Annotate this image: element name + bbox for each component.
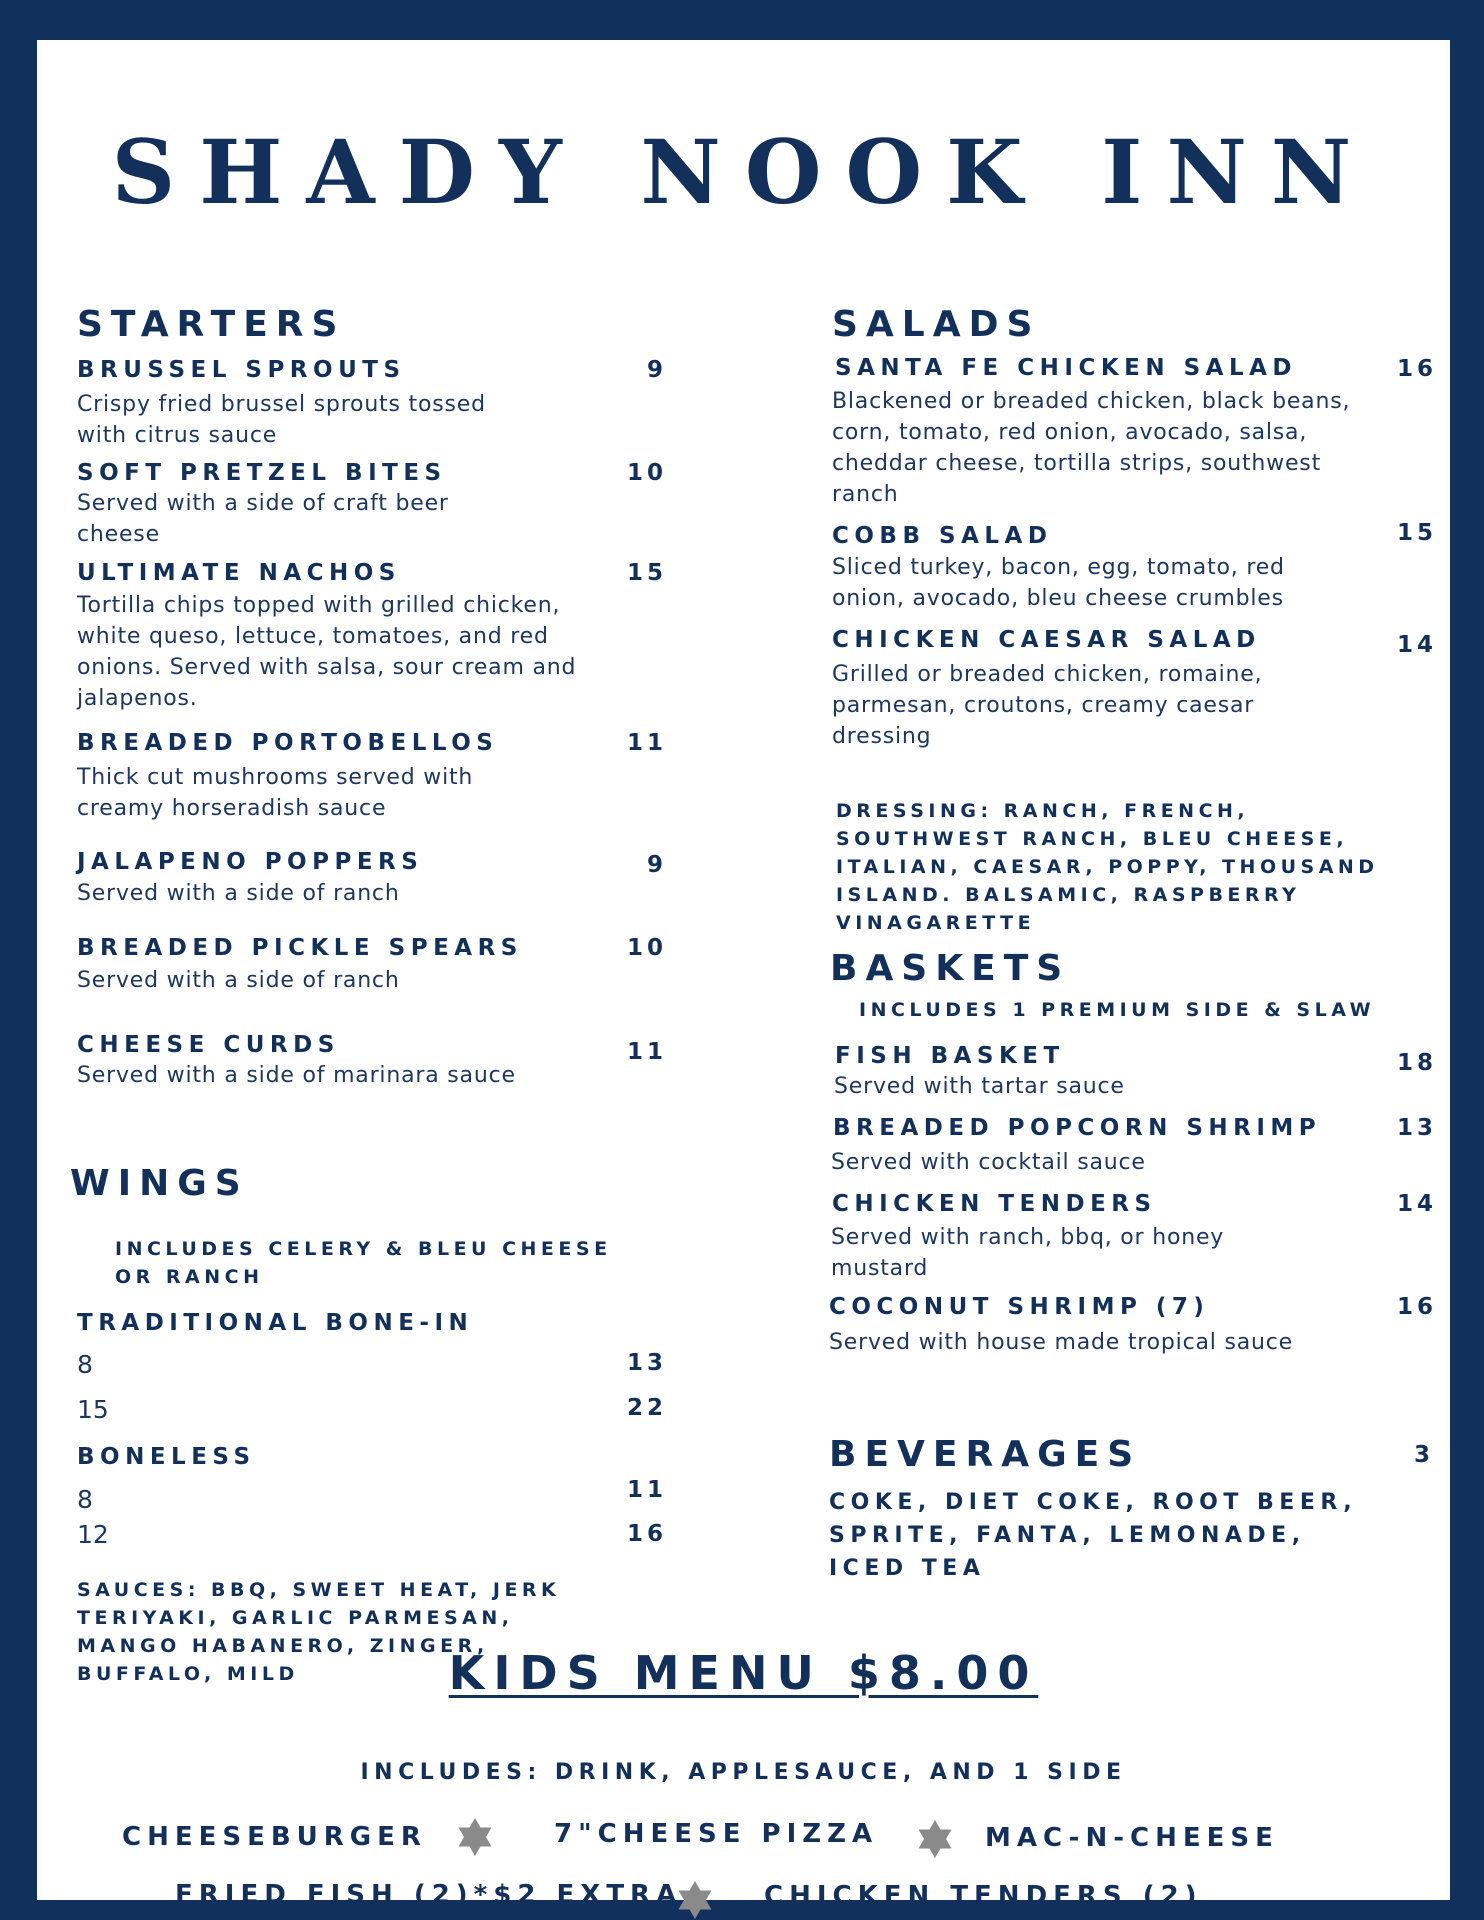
star-icon bbox=[675, 1880, 715, 1920]
starter-name: BRUSSEL SPROUTS bbox=[77, 357, 406, 383]
basket-price: 14 bbox=[1396, 1191, 1437, 1217]
starter-price: 11 bbox=[626, 730, 667, 756]
salad-name: COBB SALAD bbox=[832, 523, 1053, 549]
starter-price: 15 bbox=[626, 560, 667, 586]
starters-heading: STARTERS bbox=[77, 304, 346, 345]
starter-desc: Served with a side of ranch bbox=[77, 968, 400, 993]
basket-price: 18 bbox=[1396, 1050, 1437, 1076]
starter-desc: Served with a side of marinara sauce bbox=[77, 1063, 516, 1088]
salad-dressings: DRESSING: RANCH, FRENCH, SOUTHWEST RANCH, BLEU CHEESE, ITALIAN, CAESAR, POPPY, THOUSAND ISLAND. BALSAMIC, RASPBERRY VINAGARETTE bbox=[836, 800, 1379, 934]
salad-name: SANTA FE CHICKEN SALAD bbox=[835, 355, 1298, 381]
kids-item: CHICKEN TENDERS (2) bbox=[764, 1881, 1203, 1911]
kids-item: 7"CHEESE PIZZA bbox=[554, 1819, 879, 1849]
basket-desc: Served with tartar sauce bbox=[834, 1074, 1125, 1099]
starter-desc: Served with a side of craft beer cheese bbox=[77, 491, 449, 547]
starter-desc: Crispy fried brussel sprouts tossed with citrus sauce bbox=[77, 392, 486, 448]
starter-name: BREADED PICKLE SPEARS bbox=[77, 935, 523, 961]
traditional-label: TRADITIONAL BONE-IN bbox=[77, 1310, 474, 1336]
wings-heading: WINGS bbox=[70, 1163, 249, 1204]
beverages-price: 3 bbox=[1413, 1442, 1434, 1468]
wing-price: 13 bbox=[626, 1350, 667, 1376]
basket-desc: Served with cocktail sauce bbox=[831, 1150, 1146, 1175]
starter-price: 9 bbox=[646, 357, 667, 383]
starter-name: ULTIMATE NACHOS bbox=[77, 560, 401, 586]
salad-desc: Sliced turkey, bacon, egg, tomato, red onion, avocado, bleu cheese crumbles bbox=[832, 555, 1285, 611]
basket-desc: Served with ranch, bbq, or honey mustard bbox=[831, 1225, 1225, 1281]
menu-page bbox=[37, 40, 1450, 1911]
baskets-heading: BASKETS bbox=[830, 948, 1071, 989]
salad-name: CHICKEN CAESAR SALAD bbox=[832, 627, 1261, 653]
starter-desc: Thick cut mushrooms served with creamy horseradish sauce bbox=[77, 765, 474, 821]
kids-item: FRIED FISH (2)*$2 EXTRA bbox=[175, 1880, 683, 1910]
basket-name: FISH BASKET bbox=[835, 1043, 1065, 1069]
starter-price: 10 bbox=[626, 935, 667, 961]
starter-desc: Served with a side of ranch bbox=[77, 881, 400, 906]
kids-menu-title bbox=[37, 1645, 1450, 1701]
wing-price: 16 bbox=[626, 1521, 667, 1547]
wings-note: INCLUDES CELERY & BLEU CHEESE OR RANCH bbox=[115, 1238, 612, 1288]
wing-qty: 8 bbox=[77, 1485, 93, 1514]
beverages-heading: BEVERAGES bbox=[829, 1434, 1142, 1475]
wing-qty: 15 bbox=[77, 1395, 109, 1424]
starter-price: 10 bbox=[626, 460, 667, 486]
kids-item: MAC-N-CHEESE bbox=[985, 1823, 1279, 1853]
kids-menu-title-text: KIDS MENU $8.00 bbox=[448, 1646, 1039, 1700]
basket-name: COCONUT SHRIMP (7) bbox=[829, 1294, 1210, 1320]
basket-name: BREADED POPCORN SHRIMP bbox=[833, 1115, 1322, 1141]
basket-name: CHICKEN TENDERS bbox=[832, 1191, 1157, 1217]
beverages-list: COKE, DIET COKE, ROOT BEER, SPRITE, FANTA, LEMONADE, ICED TEA bbox=[829, 1490, 1358, 1581]
salad-desc: Blackened or breaded chicken, black beans, corn, tomato, red onion, avocado, salsa, cheddar cheese, tortilla strips, southwest ranch bbox=[832, 389, 1351, 507]
wing-qty: 12 bbox=[77, 1520, 109, 1549]
wing-price: 22 bbox=[626, 1395, 667, 1421]
star-icon bbox=[455, 1817, 495, 1857]
salad-desc: Grilled or breaded chicken, romaine, parmesan, croutons, creamy caesar dressing bbox=[832, 662, 1263, 749]
starter-name: CHEESE CURDS bbox=[77, 1032, 340, 1058]
wing-price: 11 bbox=[626, 1477, 667, 1503]
salad-price: 14 bbox=[1396, 632, 1437, 658]
wing-qty: 8 bbox=[77, 1350, 93, 1379]
baskets-note: INCLUDES 1 PREMIUM SIDE & SLAW bbox=[859, 999, 1376, 1021]
starter-name: SOFT PRETZEL BITES bbox=[77, 460, 447, 486]
boneless-label: BONELESS bbox=[77, 1444, 256, 1470]
salad-price: 15 bbox=[1396, 520, 1437, 546]
kids-item: CHEESEBURGER bbox=[122, 1822, 427, 1852]
basket-price: 16 bbox=[1396, 1294, 1437, 1320]
salad-price: 16 bbox=[1396, 356, 1437, 382]
salads-heading: SALADS bbox=[832, 304, 1041, 345]
basket-price: 13 bbox=[1396, 1115, 1437, 1141]
starter-price: 11 bbox=[626, 1039, 667, 1065]
basket-desc: Served with house made tropical sauce bbox=[829, 1330, 1293, 1355]
starter-desc: Tortilla chips topped with grilled chicken, white queso, lettuce, tomatoes, and red onions. Served with salsa, sour cream and jalapenos. bbox=[77, 593, 577, 711]
restaurant-title: SHADY NOOK INN bbox=[111, 120, 1376, 224]
starter-name: JALAPENO POPPERS bbox=[77, 849, 424, 875]
kids-includes: INCLUDES: DRINK, APPLESAUCE, AND 1 SIDE bbox=[360, 1760, 1127, 1785]
starter-price: 9 bbox=[646, 852, 667, 878]
wing-sauces: SAUCES: BBQ, SWEET HEAT, JERK TERIYAKI, GARLIC PARMESAN, MANGO HABANERO, ZINGER, BUFFALO, MILD bbox=[77, 1579, 561, 1685]
starter-name: BREADED PORTOBELLOS bbox=[77, 730, 499, 756]
star-icon bbox=[915, 1819, 955, 1859]
